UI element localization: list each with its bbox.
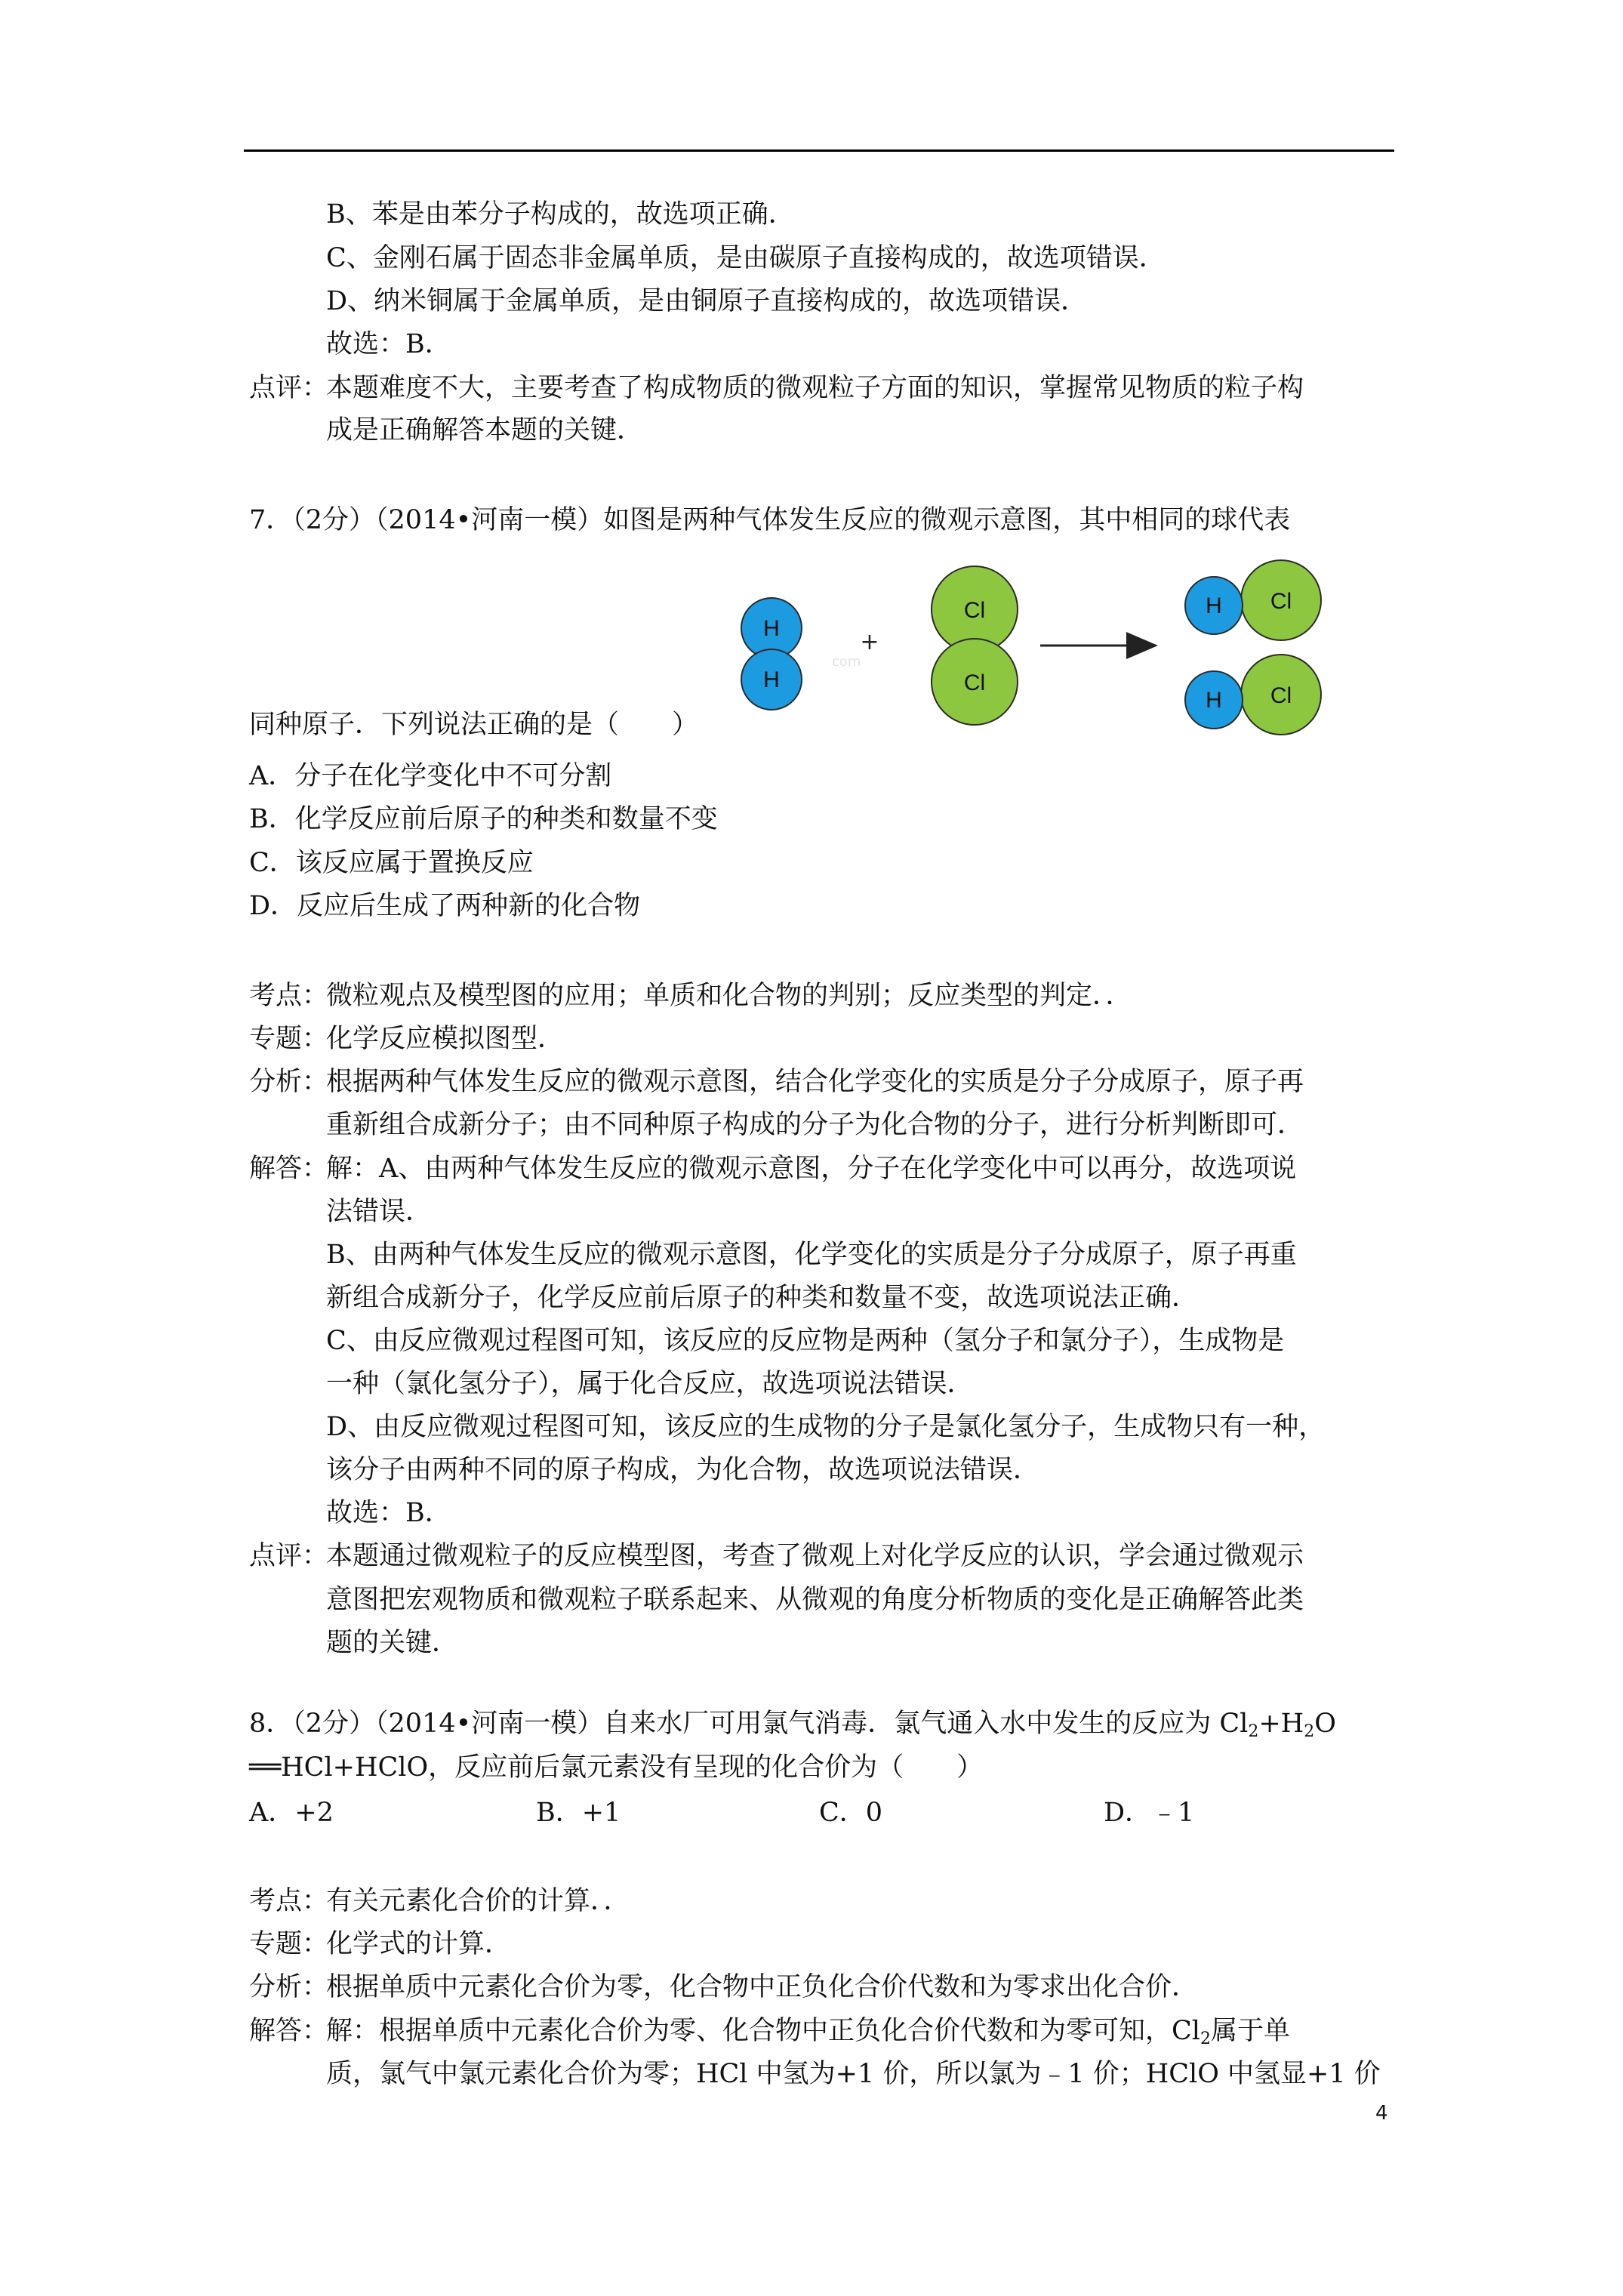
watermark-text: com [832,654,861,670]
atom-label: Cl [1270,683,1292,708]
hcl-molecule [1185,560,1321,640]
header-rule [244,149,1394,152]
q7-jieda-line: 该分子由两种不同的原子构成，为化合物，故选项说法错误． [326,1455,1040,1485]
q8-stem: ══HCl+HClO，反应前后氯元素没有呈现的化合价为（ ） [249,1752,984,1783]
q6-line: D、纳米铜属于金属单质，是由铜原子直接构成的，故选项错误． [326,286,1088,316]
q6-comment-label: 点评： [249,373,329,403]
hcl-molecule [1185,655,1321,735]
atom-label: Cl [963,598,986,623]
atom-label: H [763,616,780,641]
q8-stem [249,1707,1336,1740]
q7-jieda-label: 解答： [249,1154,329,1184]
atom-label: H [1206,593,1222,618]
q7-jieda-line: 新组合成新分子，化学反应前后原子的种类和数量不变，故选项说法正确． [326,1283,1199,1313]
atom-label: Cl [1270,589,1292,614]
q8-jieda-line [326,2014,1290,2048]
q7-option-d: D．反应后生成了两种新的化合物 [249,891,641,921]
q7-stem: 7．（2分）（2014•河南一模）如图是两种气体发生反应的微观示意图，其中相同的球代表 [249,505,1291,535]
q8-fenxi: 根据单质中元素化合价为零，化合物中正负化合价代数和为零求出化合价． [326,1972,1199,2002]
q8-stem-text: O [1314,1709,1336,1739]
q7-jieda-line: 法错误． [326,1197,433,1227]
q8-jieda-text: 属于单 [1210,2016,1290,2046]
q8-jieda-line: 质，氯气中氯元素化合价为零；HCl 中氢为+1 价，所以氯为﹣1 价；HClO 中氢显+1 价 [326,2059,1381,2089]
q6-comment-line: 成是正确解答本题的关键． [326,415,644,445]
q7-dianping-label: 点评： [249,1541,329,1571]
q7-option-a: A．分子在化学变化中不可分割 [249,761,612,791]
q6-line: 故选：B． [326,329,451,359]
q7-jieda-line: 故选：B． [326,1498,451,1528]
q7-jieda-line: C、由反应微观过程图可知，该反应的反应物是两种（氢分子和氯分子），生成物是 [326,1326,1285,1356]
q8-option-b: B．+1 [536,1798,621,1828]
page-number: 4 [1375,2102,1388,2125]
subscript: 2 [1248,1722,1259,1741]
plus-sign: + [860,629,879,655]
q7-zhuanti: 化学反应模拟图型． [326,1024,565,1054]
atom-label: H [763,667,780,692]
q7-option-b: B．化学反应前后原子的种类和数量不变 [249,804,718,834]
q7-jieda-line: B、由两种气体发生反应的微观示意图，化学变化的实质是分子分成原子，原子再重 [326,1240,1297,1270]
q7-kaodian-label: 考点： [249,981,329,1011]
q7-fenxi-label: 分析： [249,1067,329,1097]
q7-jieda-line: D、由反应微观过程图可知，该反应的生成物的分子是氯化氢分子，生成物只有一种， [326,1412,1326,1442]
q8-option-a: A．+2 [249,1798,334,1828]
subscript: 2 [1200,2029,1211,2048]
q7-jieda-line: 解：A、由两种气体发生反应的微观示意图，分子在化学变化中可以再分，故选项说 [326,1154,1297,1184]
q8-jieda-text: 解：根据单质中元素化合价为零、化合物中正负化合价代数和为零可知，Cl [326,2016,1200,2046]
q7-dianping-line: 本题通过微观粒子的反应模型图，考查了微观上对化学反应的认识，学会通过微观示 [326,1541,1304,1571]
q7-fenxi-line: 重新组合成新分子；由不同种原子构成的分子为化合物的分子，进行分析判断即可． [326,1110,1304,1140]
q8-option-d: D．﹣1 [1104,1798,1195,1828]
q8-zhuanti: 化学式的计算． [326,1929,512,1959]
q8-option-c: C．0 [819,1798,883,1828]
q8-fenxi-label: 分析： [249,1972,329,2002]
q8-kaodian-label: 考点： [249,1886,329,1916]
q7-stem: 同种原子．下列说法正确的是（ ） [249,710,699,740]
q7-fenxi-line: 根据两种气体发生反应的微观示意图，结合化学变化的实质是分子分成原子，原子再 [326,1067,1304,1097]
subscript: 2 [1304,1722,1315,1741]
q7-kaodian: 微粒观点及模型图的应用；单质和化合物的判别；反应类型的判定．． [326,981,1132,1011]
atom-label: H [1206,688,1222,713]
atom-label: Cl [963,670,986,695]
q8-jieda-label: 解答： [249,2016,329,2046]
reaction-diagram [725,559,1344,740]
q8-zhuanti-label: 专题： [249,1929,329,1959]
chlorine-molecule [932,566,1018,725]
q8-stem-text: +H [1258,1709,1304,1739]
q8-stem-text: 8．（2分）（2014•河南一模）自来水厂可用氯气消毒．氯气通入水中发生的反应为 Cl [249,1709,1249,1739]
q7-jieda-line: 一种（氯化氢分子），属于化合反应，故选项说法错误． [326,1369,974,1399]
q7-option-c: C．该反应属于置换反应 [249,848,534,878]
q7-zhuanti-label: 专题： [249,1024,329,1054]
q7-dianping-line: 意图把宏观物质和微观粒子联系起来、从微观的角度分析物质的变化是正确解答此类 [326,1585,1304,1615]
q7-dianping-line: 题的关键． [326,1628,459,1658]
q6-line: B、苯是由苯分子构成的，故选项正确． [326,199,795,230]
q6-line: C、金刚石属于固态非金属单质，是由碳原子直接构成的，故选项错误． [326,243,1166,273]
hydrogen-molecule [741,598,802,710]
q8-kaodian: 有关元素化合价的计算．． [326,1886,630,1916]
q6-comment-line: 本题难度不大，主要考查了构成物质的微观粒子方面的知识，掌握常见物质的粒子构 [326,373,1304,403]
